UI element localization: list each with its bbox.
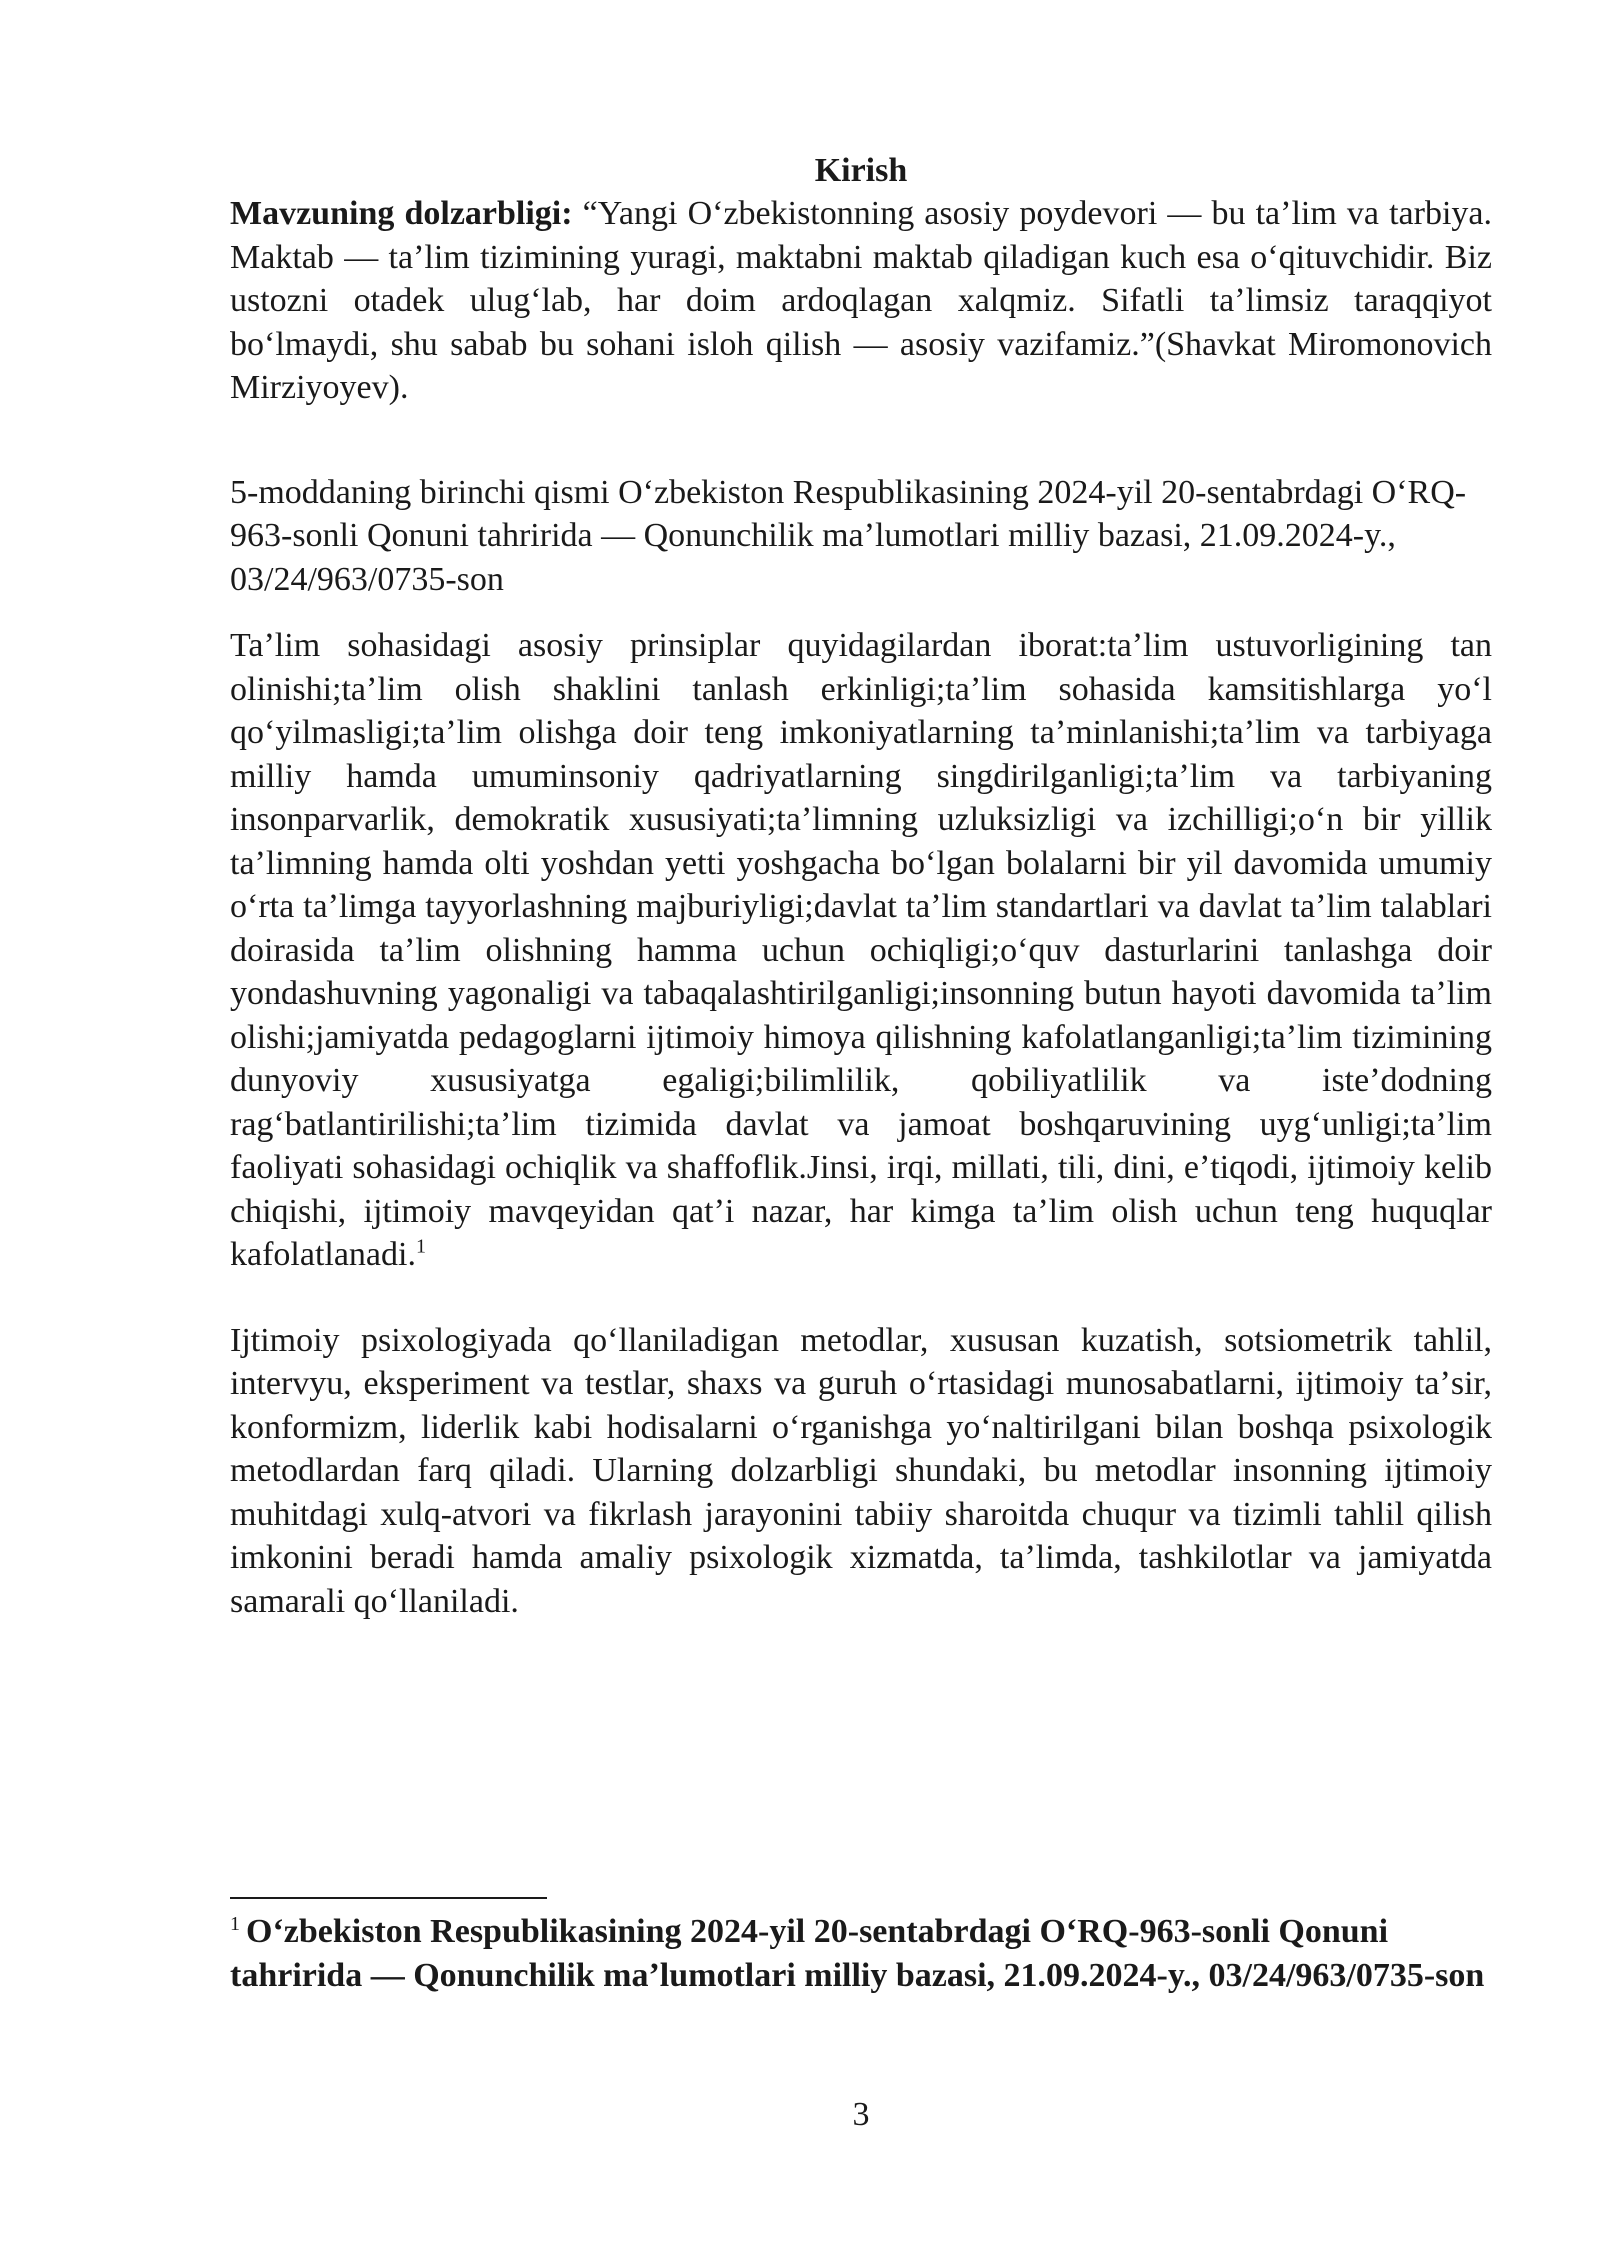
law-reference-paragraph: 5-moddaning birinchi qismi Oʻzbekiston Respublikasining 2024-yil 20-sentabrdagi OʻRQ-963-sonli Qonuni tahririda — Qonunchilik maʼlumotlari milliy bazasi, 21.09.2024-y., 03/24/963/0735-son [230, 473, 1467, 598]
page-title: Kirish [814, 152, 908, 189]
document-body [230, 150, 1492, 1623]
footnote [230, 1910, 1492, 1998]
page-number: 3 [852, 2096, 870, 2133]
principles-text: Taʼlim sohasidagi asosiy prinsiplar quyidagilardan iborat:taʼlim ustuvorligining tan olinishi;taʼlim olish shaklini tanlash erkinligi;taʼlim sohasida kamsitishlarga yoʻl qoʻyilmasligi;taʼlim olishga doir teng imkoniyatlarning taʼminlanishi;taʼlim va tarbiyaga milliy hamda umuminsoniy qadriyatlarning singdirilganligi;taʼlim va tarbiyaning insonparvarlik, demokratik xususiyati;taʼlimning uzluksizligi va izchilligi;oʻn bir yillik taʼlimning hamda olti yoshdan yetti yoshgacha boʻlgan bolalarni bir yil davomida umumiy oʻrta taʼlimga tayyorlashning majburiyligi;davlat taʼlim standartlari va davlat taʼlim talablari doirasida taʼlim olishning hamma uchun ochiqligi;oʻquv dasturlarini tanlashga doir yondashuvning yagonaligi va tabaqalashtirilganligi;insonning butun hayoti davomida taʼlim olishi;jamiyatda pedagoglarni ijtimoiy himoya qilishning kafolatlanganligi;taʼlim tizimining dunyoviy xususiyatga egaligi;bilimlilik, qobiliyatlilik va isteʼdodning ragʻbatlantirilishi;taʼlim tizimida davlat va jamoat boshqaruvining uygʻunligi;taʼlim faoliyati sohasidagi ochiqlik va shaffoflik.Jinsi, irqi, millati, tili, dini, eʼtiqodi, ijtimoiy kelib chiqishi, ijtimoiy mavqeyidan qatʼi nazar, har kimga taʼlim olish uchun teng huquqlar kafolatlanadi. [230, 627, 1492, 1273]
relevance-text: “Yangi Oʻzbekistonning asosiy poydevori — bu taʼlim va tarbiya. Maktab — taʼlim tizimining yuragi, maktabni maktab qiladigan kuch esa oʻqituvchidir. Biz ustozni otadek ulugʻlab, har doim ardoqlagan xalqmiz. Sifatli taʼlimsiz taraqqiyot boʻlmaydi, shu sabab bu sohani isloh qilish — asosiy vazifamiz.”(Shavkat Miromonovich Mirziyoyev). [230, 195, 1492, 406]
footnote-separator [230, 1897, 547, 1899]
relevance-paragraph [230, 192, 1492, 410]
relevance-lead: Mavzuning dolzarbligi: [230, 195, 573, 232]
footnote-number: 1 [230, 1912, 240, 1935]
footnote-text: Oʻzbekiston Respublikasining 2024-yil 20-sentabrdagi OʻRQ-963-sonli Qonuni tahririda — Qonunchilik maʼlumotlari milliy bazasi, 21.09.2024-y., 03/24/963/0735-son [230, 1913, 1485, 1994]
psychology-methods-paragraph: Ijtimoiy psixologiyada qoʻllaniladigan metodlar, xususan kuzatish, sotsiometrik tahlil, intervyu, eksperiment va testlar, shaxs va guruh oʻrtasidagi munosabatlarni, ijtimoiy taʼsir, konformizm, liderlik kabi hodisalarni oʻrganishga yoʻnaltirilgani bilan boshqa psixologik metodlardan farq qiladi. Ularning dolzarbligi shundaki, bu metodlar insonning ijtimoiy muhitdagi xulq-atvori va fikrlash jarayonini tabiiy sharoitda chuqur va tizimli tahlil qilish imkonini beradi hamda amaliy psixologik xizmatda, taʼlimda, tashkilotlar va jamiyatda samarali qoʻllaniladi. [230, 1321, 1492, 1620]
principles-paragraph [230, 624, 1492, 1277]
footnote-marker: 1 [415, 1235, 426, 1258]
